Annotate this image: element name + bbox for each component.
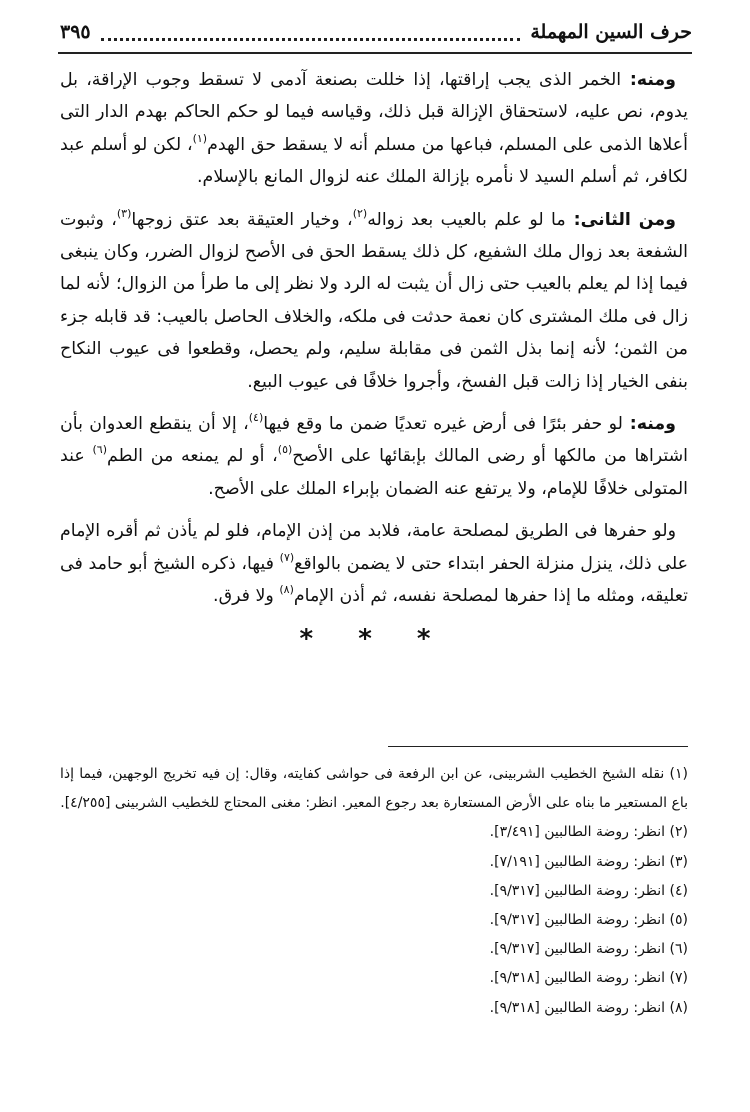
footnote-item: (٢) انظر: روضة الطالبين [٣/٤٩١].	[489, 824, 688, 841]
paragraph	[60, 64, 688, 194]
footnotes	[60, 760, 688, 1023]
footnote-rule	[388, 746, 688, 747]
paragraph	[60, 408, 688, 505]
footnote-marker[interactable]: (١)	[192, 131, 208, 145]
header-rule	[58, 52, 692, 54]
footnote-marker[interactable]: (٢)	[352, 206, 368, 220]
section-separator: * * *	[299, 623, 449, 654]
paragraph	[60, 204, 688, 398]
footnote-marker[interactable]: (٤)	[248, 411, 264, 425]
paragraph-text: الخمر الذى يجب إراقتها، إذا خللت بصنعة آدمى لا تسقط وجوب الإراقة، بل يدوم، نص عليه، لاستحقاق الإزالة قبل ذلك، وقياسه فيما لو حكم الحاكم بهدم الدار التى أعلاها الذمى على المسلم، فباعها من مسلم أنه لا يسقط حق الهدم	[60, 70, 688, 155]
page-number: ٣٩٥	[60, 21, 91, 43]
paragraph-text: فيها، ذكره الشيخ أبو حامد فى تعليقه، ومثله ما إذا حفرها لمصلحة نفسه، ثم أذن الإمام	[60, 553, 688, 607]
chapter-title: حرف السين المهملة	[530, 21, 692, 43]
footnote-marker[interactable]: (٦)	[92, 443, 108, 457]
paragraph-text: ، وثبوت الشفعة بعد زوال ملك الشفيع، كل ذلك يسقط الحق فى الأصح لزوال الضرر، وكان ينبغى فيما إذا لم يعلم بالعيب حتى زال أن يثبت له الرد ولا نظر إلى ما طرأ من الزوال؛ لأنه لما زال فى ملك المشترى كان نعمة حدثت فى ملكه، والخلاف الحاصل بالعيب: قد قابله جزء من الثمن؛ لأنه إنما بذل الثمن فى مقابلة سليم، ولم يحصل، وقطعوا فى عيوب النكاح بنفى الخيار إذا زالت قبل الفسخ، وأجروا خلافًا فى عيوب البيع.	[60, 209, 688, 392]
footnote-item: (٥) انظر: روضة الطالبين [٩/٣١٧].	[489, 912, 688, 929]
paragraph-text: ، لكن لو أسلم عبد لكافر، ثم أسلم السيد لا نأمره بإزالة الملك عنه لزوال المانع بالإسلام.	[60, 134, 688, 188]
paragraph-lead: ومنه:	[621, 70, 676, 90]
main-text	[60, 64, 688, 655]
paragraph-text: ولو حفرها فى الطريق لمصلحة عامة، فلابد من إذن الإمام، فلو لم يأذن ثم أقره الإمام على ذلك، ينزل منزلة الحفر ابتداء حتى لا يضمن بالواقع	[60, 521, 688, 574]
paragraph-text: ، إلا أن ينقطع العدوان بأن اشتراها من مالكها أو رضى المالك بإبقائها على الأصح	[60, 414, 689, 467]
paragraph-lead: ومن الثانى:	[565, 209, 676, 230]
footnote-item: (١) نقله الشيخ الخطيب الشربينى، عن ابن الرفعة فى حواشى كفايته، وقال: إن فيه تخريج الوجهين، فيما إذا باع المستعير ما بناه على الأرض المستعارة بعد رجوع المعير. انظر: مغنى المحتاج للخطيب الشربينى [٤/٢٥٥].	[60, 766, 688, 812]
footnote-marker[interactable]: (٧)	[279, 550, 295, 564]
footnote-item: (٨) انظر: روضة الطالبين [٩/٣١٨].	[489, 999, 688, 1016]
footnote-marker[interactable]: (٣)	[116, 206, 132, 220]
paragraphs	[60, 64, 688, 613]
paragraph-text: ما لو علم بالعيب بعد زواله	[367, 209, 566, 230]
footnote-marker[interactable]: (٥)	[277, 443, 293, 457]
paragraph-lead: ومنه:	[622, 414, 676, 435]
footnote-item: (٧) انظر: روضة الطالبين [٩/٣١٨].	[489, 970, 688, 987]
footnote-item: (٣) انظر: روضة الطالبين [٧/١٩١].	[489, 853, 688, 870]
footnote-marker[interactable]: (٨)	[279, 583, 294, 597]
footnote-item: (٦) انظر: روضة الطالبين [٩/٣١٧].	[489, 941, 688, 958]
paragraph-text: ، أو لم يمنعه من الطم	[107, 446, 278, 467]
footnote-item: (٤) انظر: روضة الطالبين [٩/٣١٧].	[489, 882, 688, 899]
running-header	[60, 14, 692, 50]
paragraph-text: عند المتولى خلافًا للإمام، ولا يرتفع عنه الضمان بإبراء الملك على الأصح.	[60, 446, 688, 499]
paragraph	[60, 515, 688, 612]
paragraph-text: ، وخيار العتيقة بعد عتق زوجها	[131, 209, 353, 230]
leader-dots	[101, 34, 521, 41]
paragraph-text: ولا فرق.	[213, 586, 280, 607]
paragraph-text: لو حفر بئرًا فى أرض غيره تعديًا ضمن ما وقع فيها	[263, 414, 623, 435]
